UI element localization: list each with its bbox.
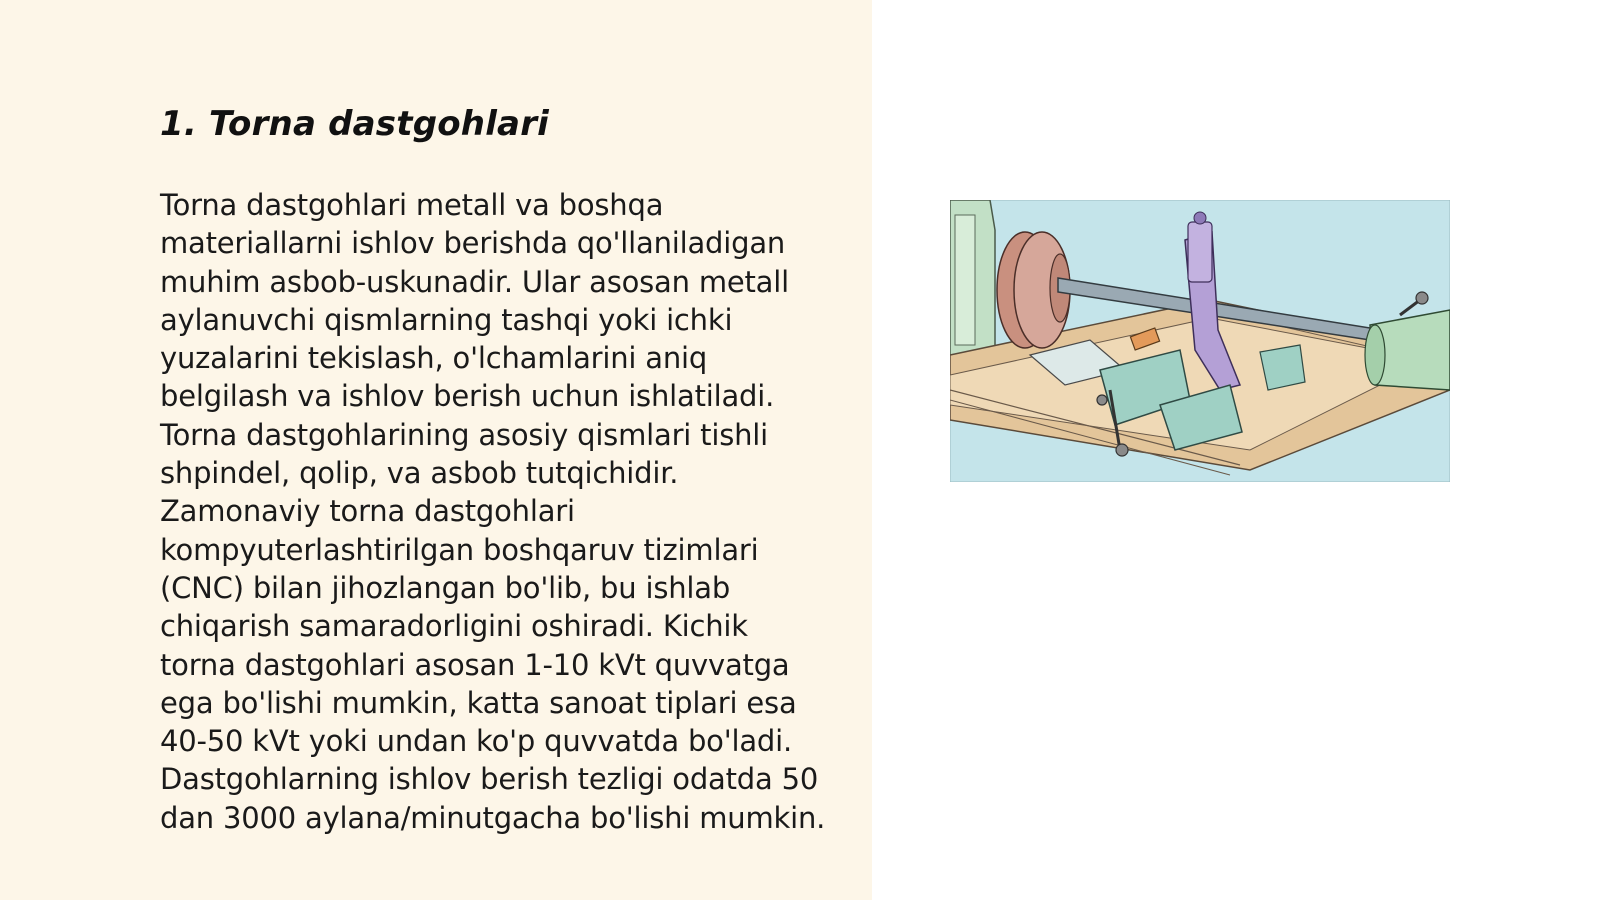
slide-title: 1. Torna dastgohlari	[160, 104, 550, 144]
rest-base	[1260, 345, 1305, 390]
headstock-panel	[955, 215, 975, 345]
tool-post-column	[1188, 222, 1212, 282]
slide-body-text: Torna dastgohlari metall va boshqa materiallarni ishlov berishda qo'llaniladigan muhim asbob-uskunadir. Ular asosan metall aylanuvchi qismlarning tashqi yoki ichki yuzalarini tekislash, o'lchamlarini aniq belgilash va ishlov berish uchun ishlatiladi. Torna dastgohlarining asosiy qismlari tishli shpindel, qolip, va asbob tutqichidir. Zamonaviy torna dastgohlari kompyuterlashtirilgan boshqaruv tizimlari (CNC) bilan jihozlangan bo'lib, bu ishlab chiqarish samaradorligini oshiradi. Kichik torna dastgohlari asosan 1-10 kVt quvvatga ega bo'lishi mumkin, katta sanoat tiplari esa 40-50 kVt yoki undan ko'p quvvatda bo'ladi. Dastgohlarning ishlov berish tezligi odatda 50 dan 3000 aylana/minutgacha bo'lishi mumkin.	[160, 188, 826, 835]
lathe-illustration	[950, 200, 1450, 482]
lathe-drawing	[950, 200, 1450, 482]
